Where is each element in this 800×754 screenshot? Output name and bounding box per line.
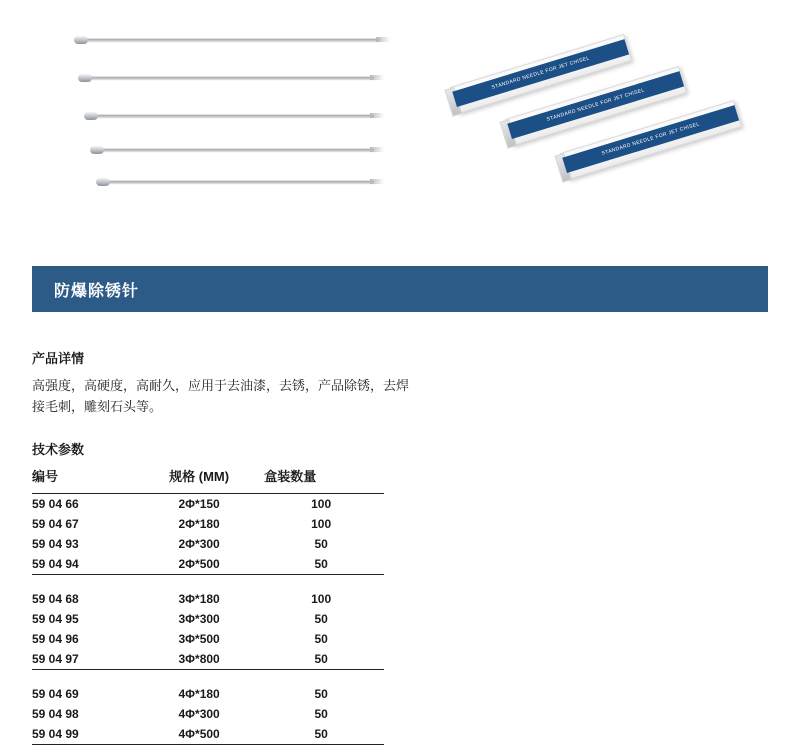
cell-qty: 50 bbox=[314, 557, 328, 571]
needle-group bbox=[80, 24, 400, 204]
specs-heading: 技术参数 bbox=[32, 442, 85, 457]
group-divider bbox=[32, 575, 384, 590]
needle-tip bbox=[370, 179, 384, 184]
table-row bbox=[32, 534, 384, 554]
table-row bbox=[32, 724, 384, 745]
needle-tip bbox=[370, 75, 384, 80]
specifications-table bbox=[32, 466, 384, 745]
table-row bbox=[32, 554, 384, 575]
cell-qty: 50 bbox=[314, 687, 328, 701]
spec-table-head bbox=[32, 466, 384, 494]
cell-code: 59 04 94 bbox=[32, 557, 79, 571]
needle-tip bbox=[376, 37, 390, 42]
table-row bbox=[32, 609, 384, 629]
cell-qty: 50 bbox=[314, 707, 328, 721]
needle-item bbox=[96, 148, 374, 151]
cell-spec: 3Φ*180 bbox=[178, 592, 220, 606]
cell-spec: 2Φ*500 bbox=[178, 557, 220, 571]
cell-code: 59 04 67 bbox=[32, 517, 79, 531]
group-divider-cell bbox=[32, 575, 384, 590]
needle-head bbox=[90, 146, 104, 154]
cell-qty: 50 bbox=[314, 612, 328, 626]
cell-qty: 50 bbox=[314, 652, 328, 666]
cell-spec: 4Φ*500 bbox=[178, 727, 220, 741]
needle-tip bbox=[370, 113, 384, 118]
cell-code: 59 04 66 bbox=[32, 494, 140, 515]
details-line-1: 高强度，高硬度，高耐久，应用于去油漆，去锈，产品除锈，去焊 bbox=[32, 378, 410, 393]
column-header-code: 编号 bbox=[32, 469, 59, 484]
box-label-text: STANDARD NEEDLE FOR JET CHISEL bbox=[490, 55, 591, 91]
cell-spec: 4Φ*180 bbox=[178, 687, 220, 701]
table-row bbox=[32, 589, 384, 609]
needle-head bbox=[84, 112, 98, 120]
box-label-text: STANDARD NEEDLE FOR JET CHISEL bbox=[545, 87, 646, 123]
table-row bbox=[32, 649, 384, 670]
needle-item bbox=[102, 180, 374, 183]
table-bottom-rule bbox=[32, 745, 384, 746]
cell-code: 59 04 93 bbox=[32, 537, 79, 551]
group-divider-cell bbox=[32, 670, 384, 685]
cell-spec: 2Φ*180 bbox=[178, 517, 220, 531]
product-hero-image bbox=[0, 0, 800, 240]
needle-head bbox=[96, 178, 110, 186]
group-divider bbox=[32, 670, 384, 685]
product-title-banner bbox=[32, 266, 768, 312]
details-heading: 产品详情 bbox=[32, 351, 85, 366]
cell-qty: 50 bbox=[314, 632, 328, 646]
cell-code: 59 04 97 bbox=[32, 652, 79, 666]
cell-code: 59 04 98 bbox=[32, 707, 79, 721]
cell-qty: 100 bbox=[258, 494, 384, 515]
cell-spec: 2Φ*150 bbox=[140, 494, 258, 515]
cell-code: 59 04 96 bbox=[32, 632, 79, 646]
table-header-row bbox=[32, 466, 384, 494]
cell-spec: 2Φ*300 bbox=[178, 537, 220, 551]
cell-spec: 3Φ*500 bbox=[178, 632, 220, 646]
spec-table-body bbox=[32, 494, 384, 746]
table-row bbox=[32, 514, 384, 534]
cell-spec: 3Φ*300 bbox=[178, 612, 220, 626]
product-content bbox=[32, 348, 768, 745]
cell-code: 59 04 68 bbox=[32, 592, 79, 606]
cell-code: 59 04 69 bbox=[32, 687, 79, 701]
details-line-2: 接毛刺，雕刻石头等。 bbox=[32, 399, 163, 414]
table-bottom-rule-cell bbox=[32, 745, 384, 746]
table-row bbox=[32, 684, 384, 704]
needle-item bbox=[84, 76, 374, 79]
details-description bbox=[32, 375, 432, 417]
needle-item bbox=[90, 114, 374, 117]
page-title: 防爆除锈针 bbox=[54, 282, 140, 300]
cell-qty: 50 bbox=[314, 727, 328, 741]
table-row bbox=[32, 494, 384, 515]
cell-spec: 3Φ*800 bbox=[178, 652, 220, 666]
cell-spec: 4Φ*300 bbox=[178, 707, 220, 721]
needle-head bbox=[74, 36, 88, 44]
box-label-text: STANDARD NEEDLE FOR JET CHISEL bbox=[600, 121, 701, 157]
column-header-spec: 规格 (MM) bbox=[169, 469, 230, 484]
cell-code: 59 04 95 bbox=[32, 612, 79, 626]
needle-tip bbox=[370, 147, 384, 152]
packaging-box-group bbox=[430, 40, 750, 200]
table-row bbox=[32, 704, 384, 724]
cell-qty: 50 bbox=[314, 537, 328, 551]
needle-item bbox=[80, 38, 380, 41]
cell-code: 59 04 99 bbox=[32, 727, 79, 741]
column-header-qty: 盒装数量 bbox=[264, 469, 317, 484]
cell-qty: 100 bbox=[311, 517, 332, 531]
cell-qty: 100 bbox=[311, 592, 332, 606]
needle-head bbox=[78, 74, 92, 82]
table-row bbox=[32, 629, 384, 649]
